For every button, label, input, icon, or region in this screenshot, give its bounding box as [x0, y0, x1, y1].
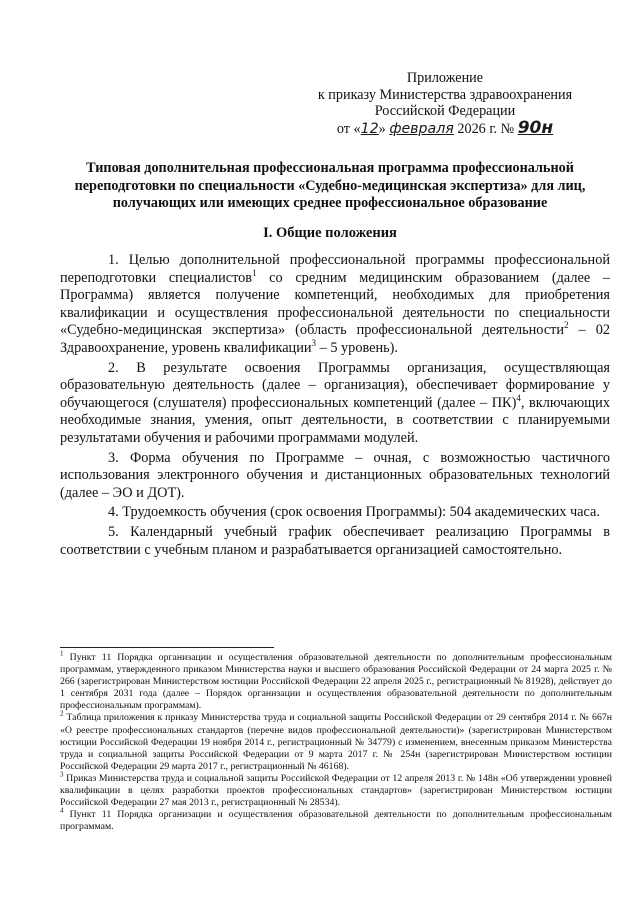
- footnotes: [60, 649, 612, 833]
- paragraph-3: 3. Форма обучения по Программе – очная, с возможностью частичного использования электронного обучения и дистанционных образовательных технологий (далее – ЭО и ДОТ).: [60, 449, 610, 501]
- footnote-ref: 3: [311, 338, 317, 349]
- footnote-ref: 4: [516, 392, 521, 403]
- footnote-divider: [60, 647, 274, 648]
- document-title: Типовая дополнительная профессиональная программа профессиональной переподготовки по специальности «Судебно-медицинская экспертиза» для лиц, получающих или имеющих среднее профессиональное образование: [74, 160, 586, 211]
- paragraph-1: 1. Целью дополнительной профессиональной программы профессиональной переподготовки специалистов$^1$ со средним медицинским образованием (далее – Программа) является получение компетенций, необходимых для приобретения квалификации и осуществления профессиональной деятельности по специальности «Судебно-медицинская экспертиза» (область профессиональной деятельности$^2$ – 02 Здравоохранение, уровень квалификации$^3$ – 5 уровень).: [60, 252, 610, 356]
- annex-header: [300, 70, 590, 137]
- annex-label: Приложение: [406, 70, 484, 86]
- handwritten-order-number: 90н: [517, 117, 554, 138]
- document-body: [60, 252, 610, 561]
- footnote-1: $^1$ Пункт 11 Порядка организации и осуществления образовательной деятельности по дополнительным профессиональным программам, утвержденного приказом Министерства науки и высшего образования Российской Федерации от 24 марта 2025 г. № 266 (зарегистрирован Министерством юстиции Российской Федерации 22 апреля 2025 г., регистрационный № 81928), действует до 1 сентября 2031 года (далее – Порядок организации и осуществления образовательной деятельности по дополнительным профессиональным программам).: [60, 649, 612, 712]
- footnote-3: $^3$ Приказ Министерства труда и социальной защиты Российской Федерации от 12 апреля 2013 г. № 148н «Об утверждении уровней квалификации в целях разработки проектов профессиональных стандартов» (зарегистрирован Министерством юстиции Российской Федерации 27 мая 2013 г., регистрационный № 28534).: [60, 770, 612, 809]
- handwritten-month: февраля: [389, 120, 454, 137]
- footnote-4: $^4$ Пункт 11 Порядка организации и осуществления образовательной деятельности по дополнительным профессиональным программам.: [60, 806, 612, 833]
- annex-order-line: к приказу Министерства здравоохранения: [317, 86, 573, 103]
- footnote-ref: 1: [252, 267, 257, 278]
- paragraph-5: 5. Календарный учебный график обеспечивает реализацию Программы в соответствии с учебным планом и разрабатывается организацией самостоятельно.: [60, 523, 610, 558]
- annex-country-line: Российской Федерации: [374, 103, 516, 119]
- annex-date-line: от «12» февраля 2026 г. № 90н: [336, 117, 554, 138]
- footnote-ref: 2: [564, 320, 569, 331]
- section-heading: I. Общие положения: [263, 225, 397, 241]
- paragraph-4: 4. Трудоемкость обучения (срок освоения Программы): 504 академических часа.: [108, 504, 600, 521]
- footnote-2: $^2$ Таблица приложения к приказу Министерства труда и социальной защиты Российской Федерации от 29 сентября 2014 г. № 667н «О реестре профессиональных стандартов (перечне видов профессиональной деятельности)» (зарегистрирован Министерством юстиции Российской Федерации 19 ноября 2014 г., регистрационный № 34779) с изменением, внесенным приказом Министерства труда и социальной защиты Российской Федерации от 9 марта 2017 г. № 254н (зарегистрирован Министерством юстиции Российской Федерации 29 марта 2017 г., регистрационный № 46168).: [60, 710, 612, 772]
- paragraph-2: 2. В результате освоения Программы организация, осуществляющая образовательную деятельность (далее – организация), обеспечивает формирование у обучающегося (слушателя) профессиональных компетенций (далее – ПК)$^4$, включающих необходимые знания, умения, опыт деятельности, в соответствии с планируемыми результатами обучения и рабочими программами модулей.: [60, 359, 610, 446]
- handwritten-day: 12: [360, 120, 379, 137]
